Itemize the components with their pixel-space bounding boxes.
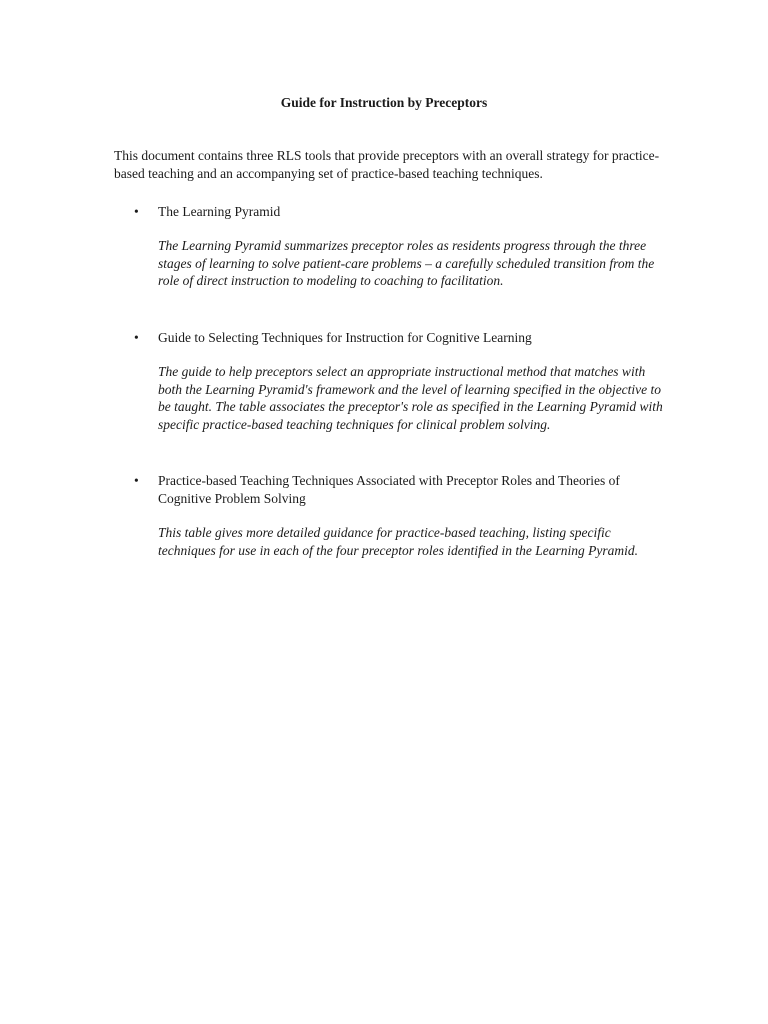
list-item-label: Practice-based Teaching Techniques Associated with Preceptor Roles and Theories of Cognitive Problem Solving	[158, 473, 620, 506]
list-item-description: The guide to help preceptors select an appropriate instructional method that matches with both the Learning Pyramid's framework and the level of learning specified in the objective to be taught. The table associates the preceptor's role as specified in the Learning Pyramid with specific practice-based teaching techniques for clinical problem solving.	[158, 364, 663, 432]
intro-paragraph: This document contains three RLS tools that provide preceptors with an overall strategy for practice-based teaching and an accompanying set of practice-based teaching techniques.	[114, 148, 660, 181]
list-item-description: The Learning Pyramid summarizes preceptor roles as residents progress through the three stages of learning to solve patient-care problems – a carefully scheduled transition from the role of direct instruction to modeling to coaching to facilitation.	[158, 238, 655, 288]
list-item-label: Guide to Selecting Techniques for Instruction for Cognitive Learning	[158, 330, 532, 345]
list-item-label: The Learning Pyramid	[158, 204, 281, 219]
bullet-icon: •	[134, 473, 139, 488]
document-title: Guide for Instruction by Preceptors	[280, 95, 488, 110]
list-item-description: This table gives more detailed guidance for practice-based teaching, listing specific techniques for use in each of the four preceptor roles identified in the Learning Pyramid.	[158, 525, 639, 558]
bullet-icon: •	[134, 204, 139, 219]
bullet-icon: •	[134, 330, 139, 345]
